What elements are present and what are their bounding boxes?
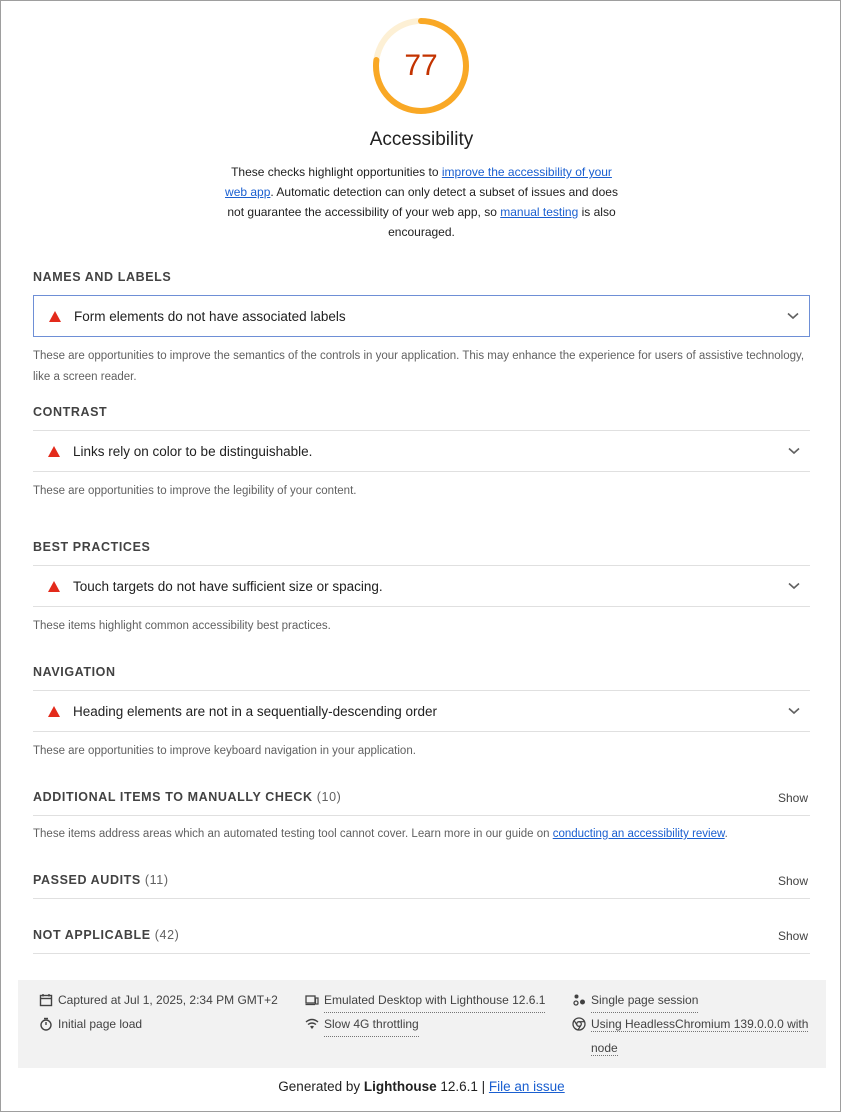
- chevron-down-icon: [788, 447, 800, 455]
- desc-text: . Automatic detection can only detect a subset of issues and does not guarantee the accessibility of your web app, so: [227, 185, 618, 219]
- group-title-not-applicable: [33, 928, 179, 942]
- group-title-text: ADDITIONAL ITEMS TO MANUALLY CHECK: [33, 790, 313, 804]
- footer-text: Generated by: [278, 1079, 364, 1094]
- group-title-manual-check: [33, 790, 341, 804]
- desc-text: is also encouraged.: [388, 205, 616, 239]
- category-title: Accessibility: [369, 129, 474, 150]
- group-title-names-labels: NAMES AND LABELS: [33, 270, 172, 284]
- show-manual-button[interactable]: Show: [777, 791, 808, 805]
- group-description: These items highlight common accessibility best practices.: [33, 620, 331, 632]
- group-description: These are opportunities to improve the legibility of your content.: [33, 485, 357, 497]
- group-title-text: NOT APPLICABLE: [33, 928, 151, 942]
- desc-text: .: [724, 828, 728, 840]
- audit-title: Links rely on color to be distinguishable.: [73, 443, 313, 459]
- desc-text: These items address areas which an automated testing tool cannot cover. Learn more in our guide on: [33, 828, 553, 840]
- devices-icon: [305, 993, 319, 1007]
- product-name: Lighthouse: [363, 1079, 437, 1094]
- show-not-applicable-button[interactable]: Show: [777, 929, 808, 943]
- group-description: These are opportunities to improve the semantics of the controls in your application. This may enhance the experience for users of assistive technology, like a screen reader.: [33, 350, 805, 383]
- generated-by: [1, 1079, 841, 1094]
- category-description: [221, 162, 622, 242]
- env-text: Captured at Jul 1, 2025, 2:34 PM GMT+2: [58, 993, 278, 1007]
- score-value: 77: [404, 49, 438, 82]
- chevron-down-icon: [788, 582, 800, 590]
- chevron-down-icon: [788, 707, 800, 715]
- env-initial-load: [39, 1012, 142, 1036]
- audit-touch-targets[interactable]: [33, 565, 810, 607]
- audit-link-color[interactable]: [33, 430, 810, 472]
- audit-form-labels[interactable]: [33, 295, 810, 337]
- group-count: (11): [144, 873, 169, 887]
- group-title-contrast: CONTRAST: [33, 405, 108, 419]
- accessibility-link[interactable]: improve the accessibility of your web app: [225, 165, 612, 199]
- manual-testing-link[interactable]: manual testing: [500, 205, 579, 219]
- group-description: These are opportunities to improve keyboard navigation in your application.: [33, 745, 416, 757]
- chrome-icon: [572, 1017, 586, 1031]
- audit-heading-order[interactable]: [33, 690, 810, 732]
- audit-title: Heading elements are not in a sequentially-descending order: [73, 703, 437, 719]
- desc-text: These checks highlight opportunities to: [231, 165, 442, 179]
- chevron-down-icon: [787, 312, 799, 320]
- group-title-navigation: NAVIGATION: [33, 665, 116, 679]
- file-issue-link[interactable]: File an issue: [488, 1079, 565, 1094]
- footer-version: 12.6.1 |: [436, 1079, 489, 1094]
- group-count: (10): [316, 790, 342, 804]
- env-text: Slow 4G throttling: [324, 1012, 419, 1037]
- divider: [33, 815, 810, 816]
- group-title-passed: [33, 873, 169, 887]
- env-text: Using HeadlessChromium 139.0.0.0 with: [591, 1017, 809, 1031]
- audit-title: Touch targets do not have sufficient size or spacing.: [73, 578, 383, 594]
- env-emulated[interactable]: [305, 988, 545, 1013]
- env-text: Initial page load: [58, 1017, 143, 1031]
- audit-title: Form elements do not have associated labels: [74, 308, 346, 324]
- fail-icon: [48, 446, 60, 457]
- divider: [33, 898, 810, 899]
- env-text: node: [591, 1041, 618, 1055]
- env-text: Single page session: [591, 988, 698, 1013]
- session-icon: [572, 993, 586, 1007]
- calendar-icon: [39, 993, 53, 1007]
- env-browser[interactable]: [572, 1012, 822, 1060]
- env-session[interactable]: [572, 988, 698, 1013]
- group-description: [33, 824, 810, 845]
- score-gauge: [372, 17, 470, 115]
- env-throttling[interactable]: [305, 1012, 419, 1037]
- timer-icon: [39, 1017, 53, 1031]
- env-browser-text: [591, 1012, 808, 1060]
- fail-icon: [48, 581, 60, 592]
- group-title-text: PASSED AUDITS: [33, 873, 141, 887]
- env-captured: [39, 988, 278, 1012]
- fail-icon: [48, 706, 60, 717]
- environment-info: [18, 980, 826, 1068]
- show-passed-button[interactable]: Show: [777, 874, 808, 888]
- group-title-best-practices: BEST PRACTICES: [33, 540, 151, 554]
- group-count: (42): [154, 928, 180, 942]
- wifi-icon: [305, 1017, 319, 1031]
- accessibility-review-link[interactable]: conducting an accessibility review: [552, 828, 725, 840]
- divider: [33, 953, 810, 954]
- fail-icon: [49, 311, 61, 322]
- env-text: Emulated Desktop with Lighthouse 12.6.1: [324, 988, 545, 1013]
